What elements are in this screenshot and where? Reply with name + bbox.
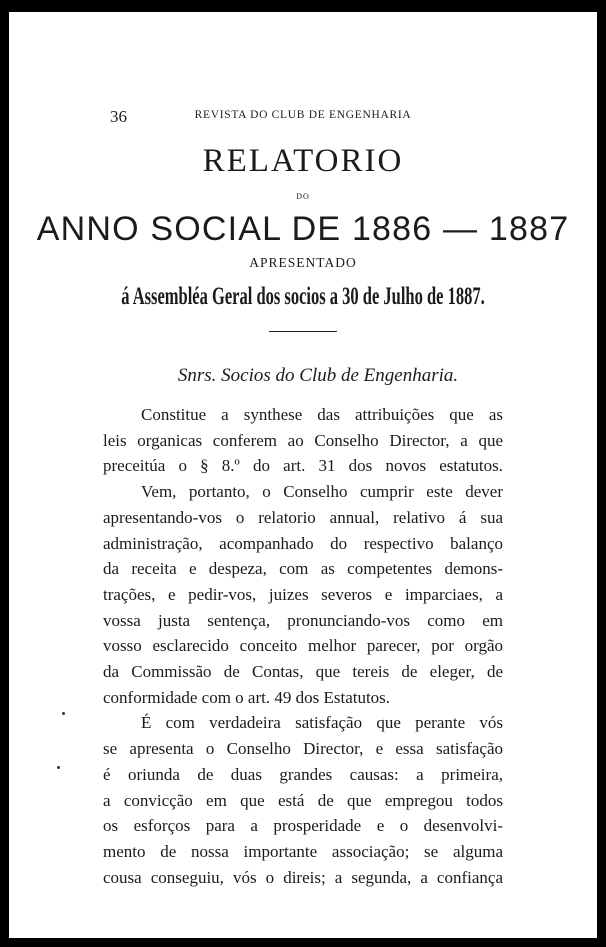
body-line: leis organicas conferem ao Conselho Director, a que: [103, 430, 503, 450]
body-text: [103, 402, 503, 890]
running-title: REVISTA DO CLUB DE ENGENHARIA: [194, 109, 412, 121]
body-line: É com verdadeira satisfação que perante vós: [141, 713, 503, 733]
page-number: 36: [110, 107, 127, 126]
body-line: da receita e despeza, com as competentes demons-: [103, 559, 503, 579]
body-line: os esforços para a prosperidade e o desenvolvi-: [103, 816, 503, 836]
salutation: Snrs. Socios do Club de Engenharia.: [177, 365, 459, 386]
body-line: apresentando-vos o relatorio annual, relativo á sua: [103, 507, 503, 527]
body-line: se apresenta o Conselho Director, e essa satisfação: [103, 739, 503, 759]
body-line: Vem, portanto, o Conselho cumprir este dever: [141, 482, 503, 502]
body-line: cousa conseguiu, vós o direis; a segunda, a confiança: [103, 867, 503, 887]
report-subtitle: ANNO SOCIAL DE 1886 — 1887: [36, 210, 570, 248]
body-line: preceitúa o § 8.º do art. 31 dos novos estatutos.: [103, 456, 503, 476]
margin-speck: [62, 712, 65, 715]
body-line: conformidade com o art. 49 dos Estatutos.: [103, 687, 391, 707]
body-line: vosso esclarecido conceito melhor parecer, por orgão: [103, 636, 503, 656]
title-connector: DO: [296, 192, 310, 201]
report-title: RELATORIO: [202, 143, 404, 179]
body-line: é oriunda de duas grandes causas: a primeira,: [103, 764, 503, 784]
body-line: vossa justa sentença, pronunciando-vos como em: [103, 610, 503, 630]
body-line: a convicção em que está de que empregou todos: [103, 790, 503, 810]
divider-rule: [269, 331, 337, 332]
margin-speck: [57, 766, 60, 769]
body-line: administração, acompanhado do respectivo balanço: [103, 533, 503, 553]
assembly-line: á Assembléa Geral dos socios a 30 de Julho de 1887.: [121, 283, 485, 310]
body-line: mento de nossa importante associação; se alguma: [103, 841, 503, 861]
body-line: trações, e pedir-vos, juizes severos e imparciaes, a: [103, 584, 503, 604]
presented-label: APRESENTADO: [249, 255, 357, 270]
body-line: Constitue a synthese das attribuições que as: [141, 405, 503, 424]
body-line: da Commissão de Contas, que tereis de eleger, de: [103, 662, 503, 682]
